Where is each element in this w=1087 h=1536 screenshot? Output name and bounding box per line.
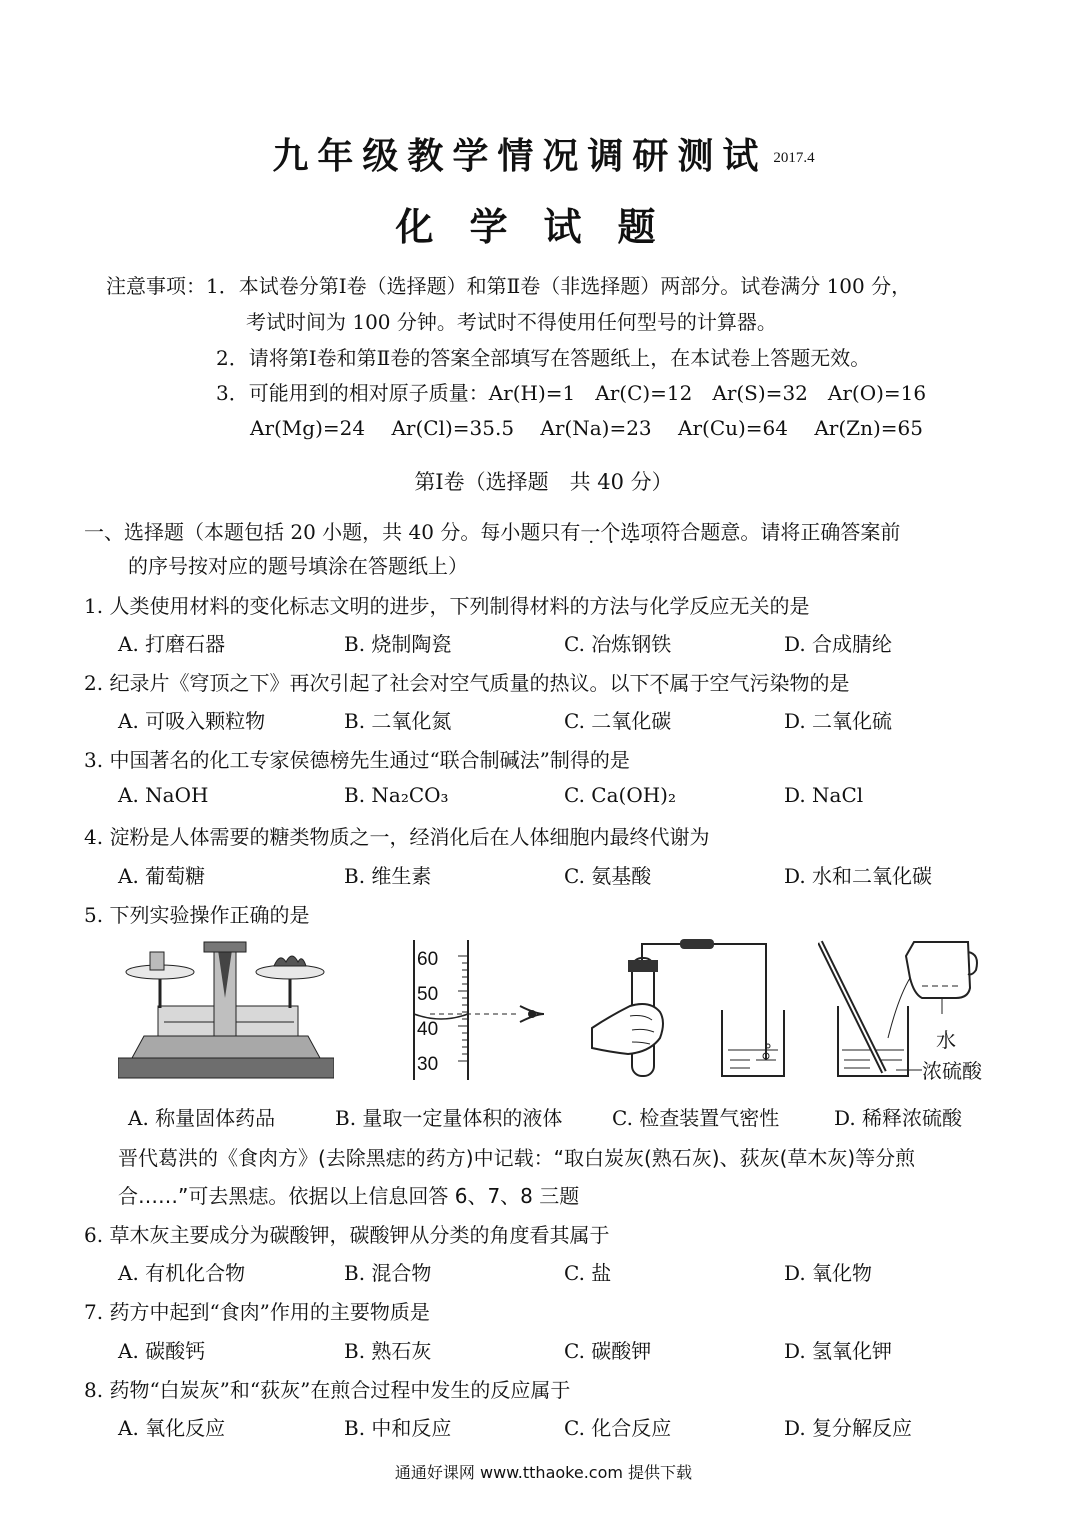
q5-option-c[interactable]: C. 检查装置气密性 — [612, 1106, 780, 1130]
tick-label: 40 — [417, 1019, 439, 1040]
q5-option-b[interactable]: B. 量取一定量体积的液体 — [335, 1106, 563, 1130]
balance-illustration — [118, 938, 334, 1080]
question-2-stem: 2. 纪录片《穹顶之下》再次引起了社会对空气质量的热议。以下不属于空气污染物的是 — [84, 671, 850, 695]
section-instruction: 一、选择题（本题包括 20 小题，共 40 分。每小题只有一个选项符合题意。请将正确答案前 — [84, 520, 901, 544]
airtightness-check-illustration — [590, 938, 790, 1082]
question-8-stem: 8. 药物“白炭灰”和“荻灰”在煎合过程中发生的反应属于 — [84, 1378, 571, 1402]
question-4-stem: 4. 淀粉是人体需要的糖类物质之一，经消化后在人体细胞内最终代谢为 — [84, 825, 710, 849]
notes-line1b: 考试时间为 100 分钟。考试时不得使用任何型号的计算器。 — [246, 310, 777, 334]
q4-option-c[interactable]: C. 氨基酸 — [564, 864, 652, 888]
q5-option-a[interactable]: A. 称量固体药品 — [128, 1106, 276, 1130]
question-1-stem: 1. 人类使用材料的变化标志文明的进步，下列制得材料的方法与化学反应无关的是 — [84, 594, 810, 618]
q2-option-c[interactable]: C. 二氧化碳 — [564, 709, 672, 733]
question-5-stem: 5. 下列实验操作正确的是 — [84, 903, 310, 927]
q3-option-d[interactable]: D. NaCl — [784, 783, 864, 807]
q7-option-c[interactable]: C. 碳酸钾 — [564, 1339, 652, 1363]
notes-line2: 2．请将第Ⅰ卷和第Ⅱ卷的答案全部填写在答题纸上，在本试卷上答题无效。 — [216, 346, 871, 370]
notes-label: 注意事项： — [106, 274, 206, 298]
q3-option-c[interactable]: C. Ca(OH)₂ — [564, 783, 676, 807]
q2-option-b[interactable]: B. 二氧化氮 — [344, 709, 452, 733]
question-3-stem: 3. 中国著名的化工专家侯德榜先生通过“联合制碱法”制得的是 — [84, 748, 630, 772]
notes-line3: 3．可能用到的相对原子质量：Ar(H)=1 Ar(C)=12 Ar(S)=32 Ar(O)=16 — [216, 381, 927, 405]
q3-option-a[interactable]: A. NaOH — [118, 783, 209, 807]
q4-option-b[interactable]: B. 维生素 — [344, 864, 432, 888]
q5-option-d[interactable]: D. 稀释浓硫酸 — [834, 1106, 963, 1130]
question-7-stem: 7. 药方中起到“食肉”作用的主要物质是 — [84, 1300, 430, 1324]
q8-option-b[interactable]: B. 中和反应 — [344, 1416, 452, 1440]
q8-option-c[interactable]: C. 化合反应 — [564, 1416, 672, 1440]
q2-option-d[interactable]: D. 二氧化硫 — [784, 709, 893, 733]
notes-line3b: Ar(Mg)=24 Ar(Cl)=35.5 Ar(Na)=23 Ar(Cu)=64 Ar(Zn)=65 — [250, 416, 923, 440]
subject-title: 化学试题 — [395, 205, 692, 249]
q6-option-a[interactable]: A. 有机化合物 — [118, 1261, 246, 1285]
q1-option-d[interactable]: D. 合成腈纶 — [784, 632, 893, 656]
q1-option-c[interactable]: C. 冶炼钢铁 — [564, 632, 672, 656]
section-instruction-line2: 的序号按对应的题号填涂在答题纸上） — [128, 554, 468, 578]
label-water: 水 — [936, 1028, 956, 1052]
graduated-cylinder-illustration — [410, 940, 560, 1082]
tick-label: 30 — [417, 1054, 439, 1075]
label-concentrated-acid: 浓硫酸 — [922, 1059, 982, 1083]
exam-date: 2017.4 — [773, 149, 815, 166]
tick-label: 60 — [417, 949, 439, 970]
section-title: 第Ⅰ卷（选择题 共 40 分） — [414, 470, 673, 494]
exam-title: 九年级教学情况调研测试 2017.4 — [272, 136, 815, 177]
q7-option-d[interactable]: D. 氢氧化钾 — [784, 1339, 893, 1363]
q3-option-b[interactable]: B. Na₂CO₃ — [344, 783, 449, 807]
q7-option-a[interactable]: A. 碳酸钙 — [118, 1339, 206, 1363]
q2-option-a[interactable]: A. 可吸入颗粒物 — [118, 709, 266, 733]
q8-option-d[interactable]: D. 复分解反应 — [784, 1416, 913, 1440]
emphasis-text: 一个选项 — [580, 520, 661, 544]
footer-text: 通通好课网 www.tthaoke.com 提供下载 — [394, 1463, 693, 1482]
passage-line1: 晋代葛洪的《食肉方》(去除黑痣的药方)中记载：“取白炭灰(熟石灰)、荻灰(草木灰)等分煎 — [118, 1146, 916, 1170]
q8-option-a[interactable]: A. 氧化反应 — [118, 1416, 226, 1440]
q7-option-b[interactable]: B. 熟石灰 — [344, 1339, 432, 1363]
q6-option-d[interactable]: D. 氧化物 — [784, 1261, 873, 1285]
q1-option-a[interactable]: A. 打磨石器 — [118, 632, 226, 656]
tick-label: 50 — [417, 984, 439, 1005]
passage-line2: 合……”可去黑痣。依据以上信息回答 6、7、8 三题 — [118, 1184, 580, 1208]
q4-option-a[interactable]: A. 葡萄糖 — [118, 864, 206, 888]
q1-option-b[interactable]: B. 烧制陶瓷 — [344, 632, 452, 656]
notes-line1: 注意事项：1．本试卷分第Ⅰ卷（选择题）和第Ⅱ卷（非选择题）两部分。试卷满分 100 分， — [106, 274, 912, 298]
question-6-stem: 6. 草木灰主要成分为碳酸钾，碳酸钾从分类的角度看其属于 — [84, 1223, 610, 1247]
emphasis-not: 不 — [649, 671, 670, 695]
q4-option-d[interactable]: D. 水和二氧化碳 — [784, 864, 933, 888]
q6-option-c[interactable]: C. 盐 — [564, 1261, 612, 1285]
q6-option-b[interactable]: B. 混合物 — [344, 1261, 432, 1285]
